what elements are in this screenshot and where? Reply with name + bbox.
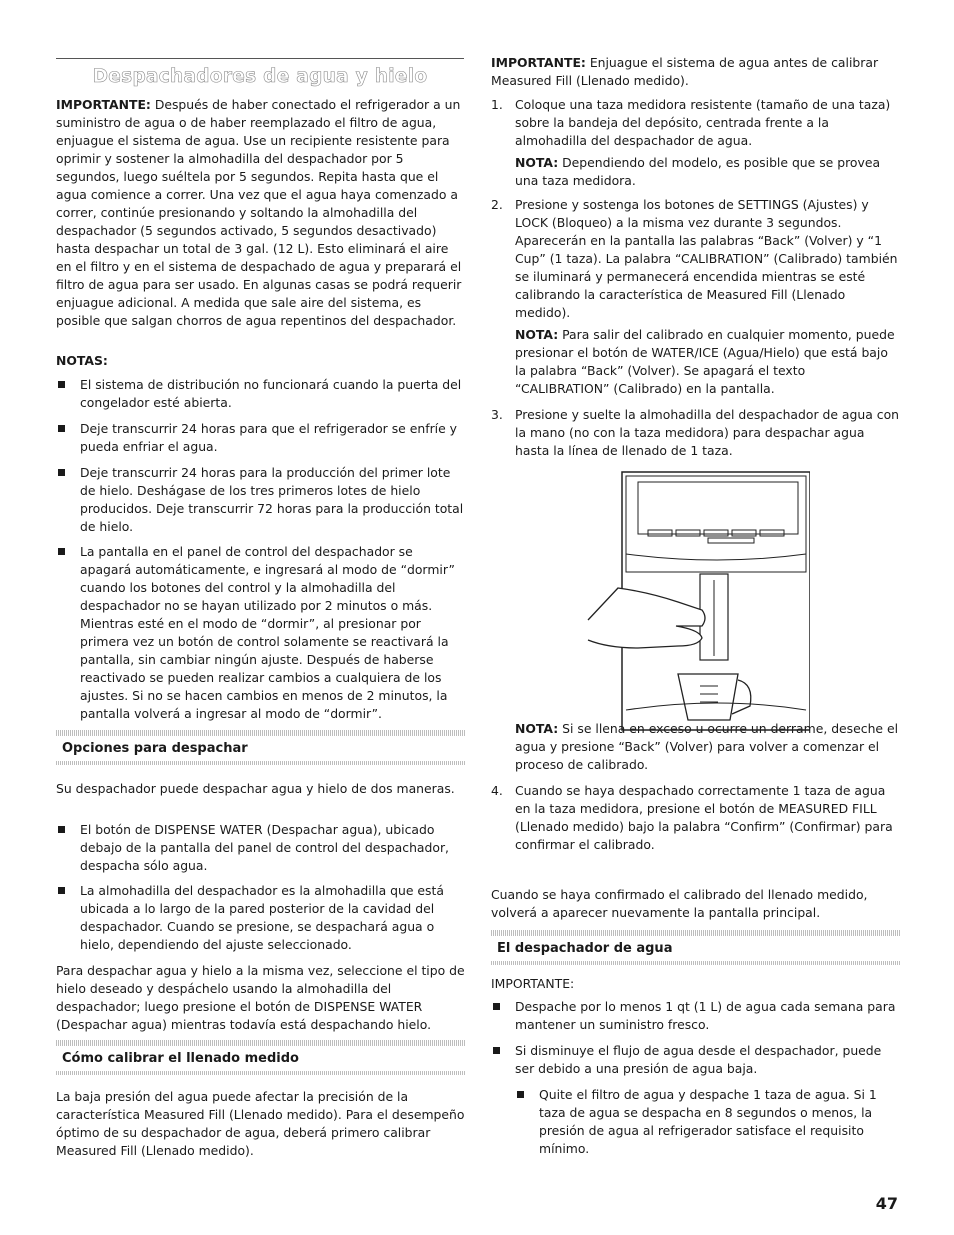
importante-paragraph: IMPORTANTE: Enjuague el sistema de agua antes de calibrar Measured Fill (Llenado medido). <box>491 55 879 88</box>
notas-item: La pantalla en el panel de control del despachador se apagará automáticamente, e ingresará al modo de “dormir” cuando los botones del control y la almohadilla del despachador no se hayan utilizado por 2 minutos o más. Mientras esté en el modo de “dormir”, al presionar por primera vez un botón de control solamente se reactivará la pantalla, sin cambiar ningún ajuste. Después de haberse reactivado se pueden realizar cambios a cualquiera de los ajustes. Si no se hacen cambios en menos de 2 minutos, la pantalla volverá a ingresar al modo de “dormir”. <box>56 543 466 723</box>
bullet-square-icon <box>493 1003 500 1010</box>
agua-importante: IMPORTANTE: <box>491 976 575 991</box>
bullet-square-icon <box>58 887 65 894</box>
page-number: 47 <box>875 1194 898 1213</box>
calibrar-text: La baja presión del agua puede afectar la precisión de la característica Measured Fill (Llenado medido). Para el desempeño óptimo de su despachador de agua, deberá primero calibrar Measured Fill (Llenado medido). <box>56 1089 465 1158</box>
intro-text: Después de haber conectado el refrigerador a un suministro de agua o de haber reemplazado el filtro de agua, enjuague el sistema de agua. Use un recipiente resistente para oprimir y sostener la almohadilla del despachador por 5 segundos, luego suéltela por 5 segundos. Repita hasta que el agua comience a correr. Una vez que el agua haya comenzado a correr, continúe presionando y soltando la almohadilla del despachador (5 segundos activado, 5 segundos desactivado) hasta despachar un total de 3 gal. (12 L). Esto eliminará el aire en el filtro y en el sistema de despachado de agua y preparará el filtro de agua para ser usado. En algunas casas se podrá requerir enjuague adicional. A medida que sale aire del sistema, es posible que salgan chorros de agua repentinos del despachador. <box>56 97 462 328</box>
notas-item: Deje transcurrir 24 horas para que el refrigerador se enfríe y pueda enfriar el agua. <box>56 420 466 456</box>
step-item: 3. Presione y suelte la almohadilla del despachador de agua con la mano (no con la taza medidora) para despachar agua hasta la línea de llenado de 1 taza. <box>491 407 900 458</box>
display-screen <box>638 482 798 534</box>
agua-item: Si disminuye el flujo de agua desde el despachador, puede ser debido a una presión de agua baja. <box>491 1042 901 1078</box>
after-figure-note: NOTA: Si se llena en exceso u ocurre un derrame, deseche el agua y presione “Back” (Volver) para volver a comenzar el proceso de calibrado. <box>515 721 899 772</box>
measuring-cup-icon <box>678 674 738 720</box>
notas-label: NOTAS: <box>56 353 108 368</box>
opciones-item: La almohadilla del despachador es la almohadilla que está ubicada a lo largo de la pared posterior de la cavidad del despachador. Cuando se presione, se despachará agua o hielo, dependiendo del ajuste seleccionado. <box>56 882 466 954</box>
opciones-item: El botón de DISPENSE WATER (Despachar agua), ubicado debajo de la pantalla del panel de control del despachador, despacha sólo agua. <box>56 821 466 875</box>
top-rule <box>56 58 464 59</box>
notas-item: Deje transcurrir 24 horas para la producción del primer lote de hielo. Deshágase de los tres primeros lotes de hielo producidos. Deje transcurrir 72 horas para la producción total de hielo. <box>56 464 466 536</box>
bullet-square-icon <box>58 826 65 833</box>
opciones-intro: Su despachador puede despachar agua y hielo de dos maneras. <box>56 781 455 796</box>
hand-icon <box>588 588 705 648</box>
bullet-square-icon <box>58 381 65 388</box>
step-item: 1. Coloque una taza medidora resistente (tamaño de una taza) sobre la bandeja del depósito, centrada frente a la almohadilla del despachador de agua. NOTA: Dependiendo del modelo, es posible que se provea una taza medidora. <box>491 97 891 188</box>
intro-label: IMPORTANTE: <box>56 97 151 112</box>
step-item: 4. Cuando se haya despachado correctamente 1 taza de agua en la taza medidora, presione el botón de MEASURED FILL (Llenado medido) bajo la palabra “Confirm” (Confirmar) para confirmar el calibrado. <box>491 783 893 852</box>
drip-tray <box>626 703 806 710</box>
section-heading-agua: El despachador de agua <box>491 930 901 965</box>
section-heading-opciones: Opciones para despachar <box>56 730 466 765</box>
bullet-square-icon <box>58 548 65 555</box>
step-item: 2. Presione y sostenga los botones de SETTINGS (Ajustes) y LOCK (Bloqueo) a la misma vez durante 3 segundos. Aparecerán en la pantalla las palabras “Back” (Volver) y “1 Cup” (1 taza). La palabra “CALIBRATION” (Calibrado) también se iluminará y permanecerá encendida mientras se esté calibrando la característica de Measured Fill (Llenado medido). NOTA: Para salir del calibrado en cualquier momento, puede presionar el botón de WATER/ICE (Agua/Hielo) que está bajo la palabra “Back” (Volver). Se apagará el texto “CALIBRATION” (Calibrado) en la pantalla. <box>491 197 898 396</box>
section-heading-calibrar: Cómo calibrar el llenado medido <box>56 1040 466 1075</box>
cavity-top <box>626 554 806 560</box>
intro-paragraph <box>56 96 466 330</box>
agua-sub-item: Quite el filtro de agua y despache 1 taza de agua. Si 1 taza de agua se despacha en 8 segundos o menos, la presión de agua al refrigerador satisface el requisito mínimo. <box>515 1086 901 1158</box>
bullet-square-icon <box>58 425 65 432</box>
agua-item: Despache por lo menos 1 qt (1 L) de agua cada semana para mantener un suministro fresco. <box>491 998 901 1034</box>
bullet-square-icon <box>58 469 65 476</box>
bullet-square-icon <box>493 1047 500 1054</box>
bullet-square-icon <box>517 1091 524 1098</box>
notas-item: El sistema de distribución no funcionará cuando la puerta del congelador esté abierta. <box>56 376 466 412</box>
opciones-outro: Para despachar agua y hielo a la misma vez, seleccione el tipo de hielo deseado y despáchelo usando la almohadilla del despachador; luego presione el botón de DISPENSE WATER (Despachar agua) mientras todavía está despachando hielo. <box>56 963 465 1032</box>
page-title: Despachadores de agua y hielo <box>92 66 428 87</box>
control-buttons <box>648 530 784 543</box>
dispenser-illustration <box>578 470 810 732</box>
confirm-text: Cuando se haya confirmado el calibrado del llenado medido, volverá a aparecer nuevamente la pantalla principal. <box>491 887 868 920</box>
